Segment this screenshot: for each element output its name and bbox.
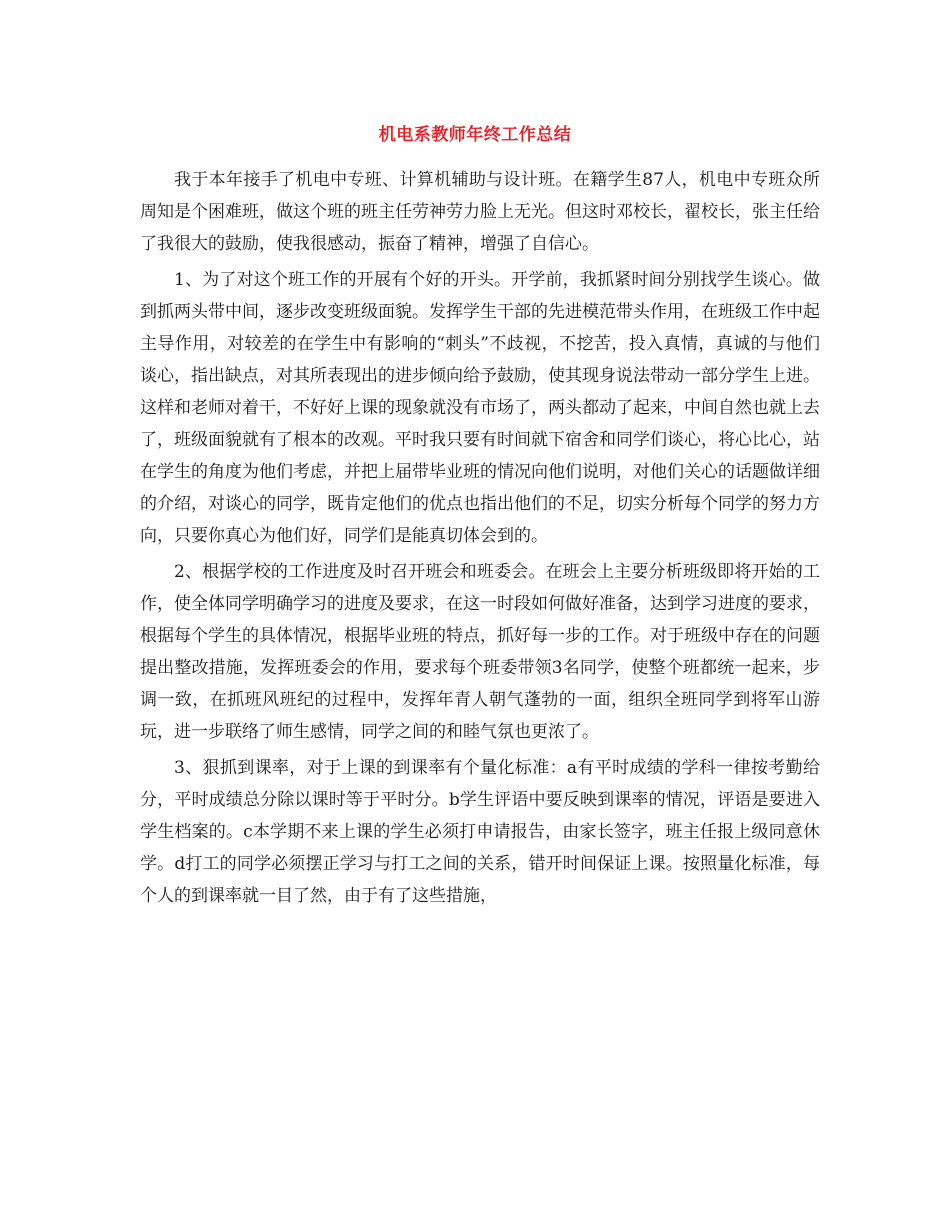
paragraph-intro: 我于本年接手了机电中专班、计算机辅助与设计班。在籍学生87人，机电中专班众所周知是个困难班，做这个班的班主任劳神劳力脸上无光。但这时邓校长，翟校长，张主任给了我很大的鼓励，使我很感动，振奋了精神，增强了自信心。	[140, 170, 820, 254]
paragraph-3: 3、狠抓到课率，对于上课的到课率有个量化标准：a有平时成绩的学科一律按考勤给分，平时成绩总分除以课时等于平时分。b学生评语中要反映到课率的情况，评语是要进入学生档案的。c本学期不来上课的学生必须打申请报告，由家长签字，班主任报上级同意休学。d打工的同学必须摆正学习与打工之间的关系，错开时间保证上课。按照量化标准，每个人的到课率就一目了然，由于有了这些措施，	[140, 758, 820, 906]
paragraph-2: 2、根据学校的工作进度及时召开班会和班委会。在班会上主要分析班级即将开始的工作，使全体同学明确学习的进度及要求，在这一时段如何做好准备，达到学习进度的要求，根据每个学生的具体情况，根据毕业班的特点，抓好每一步的工作。对于班级中存在的问题提出整改措施，发挥班委会的作用，要求每个班委带领3名同学，使整个班都统一起来，步调一致，在抓班风班纪的过程中，发挥年青人朝气蓬勃的一面，组织全班同学到将军山游玩，进一步联络了师生感情，同学之间的和睦气氛也更浓了。	[140, 562, 820, 742]
document-title: 机电系教师年终工作总结	[378, 125, 572, 145]
paragraph-1: 1、为了对这个班工作的开展有个好的开头。开学前，我抓紧时间分别找学生谈心。做到抓两头带中间，逐步改变班级面貌。发挥学生干部的先进模范带头作用，在班级工作中起主导作用，对较差的在学生中有影响的“刺头”不歧视，不挖苦，投入真情，真诚的与他们谈心，指出缺点，对其所表现出的进步倾向给予鼓励，使其现身说法带动一部分学生上进。这样和老师对着干，不好好上课的现象就没有市场了，两头都动了起来，中间自然也就上去了，班级面貌就有了根本的改观。平时我只要有时间就下宿舍和同学们谈心，将心比心，站在学生的角度为他们考虑，并把上届带毕业班的情况向他们说明，对他们关心的话题做详细的介绍，对谈心的同学，既肯定他们的优点也指出他们的不足，切实分析每个同学的努力方向，只要你真心为他们好，同学们是能真切体会到的。	[140, 270, 820, 546]
document-body	[140, 164, 820, 912]
